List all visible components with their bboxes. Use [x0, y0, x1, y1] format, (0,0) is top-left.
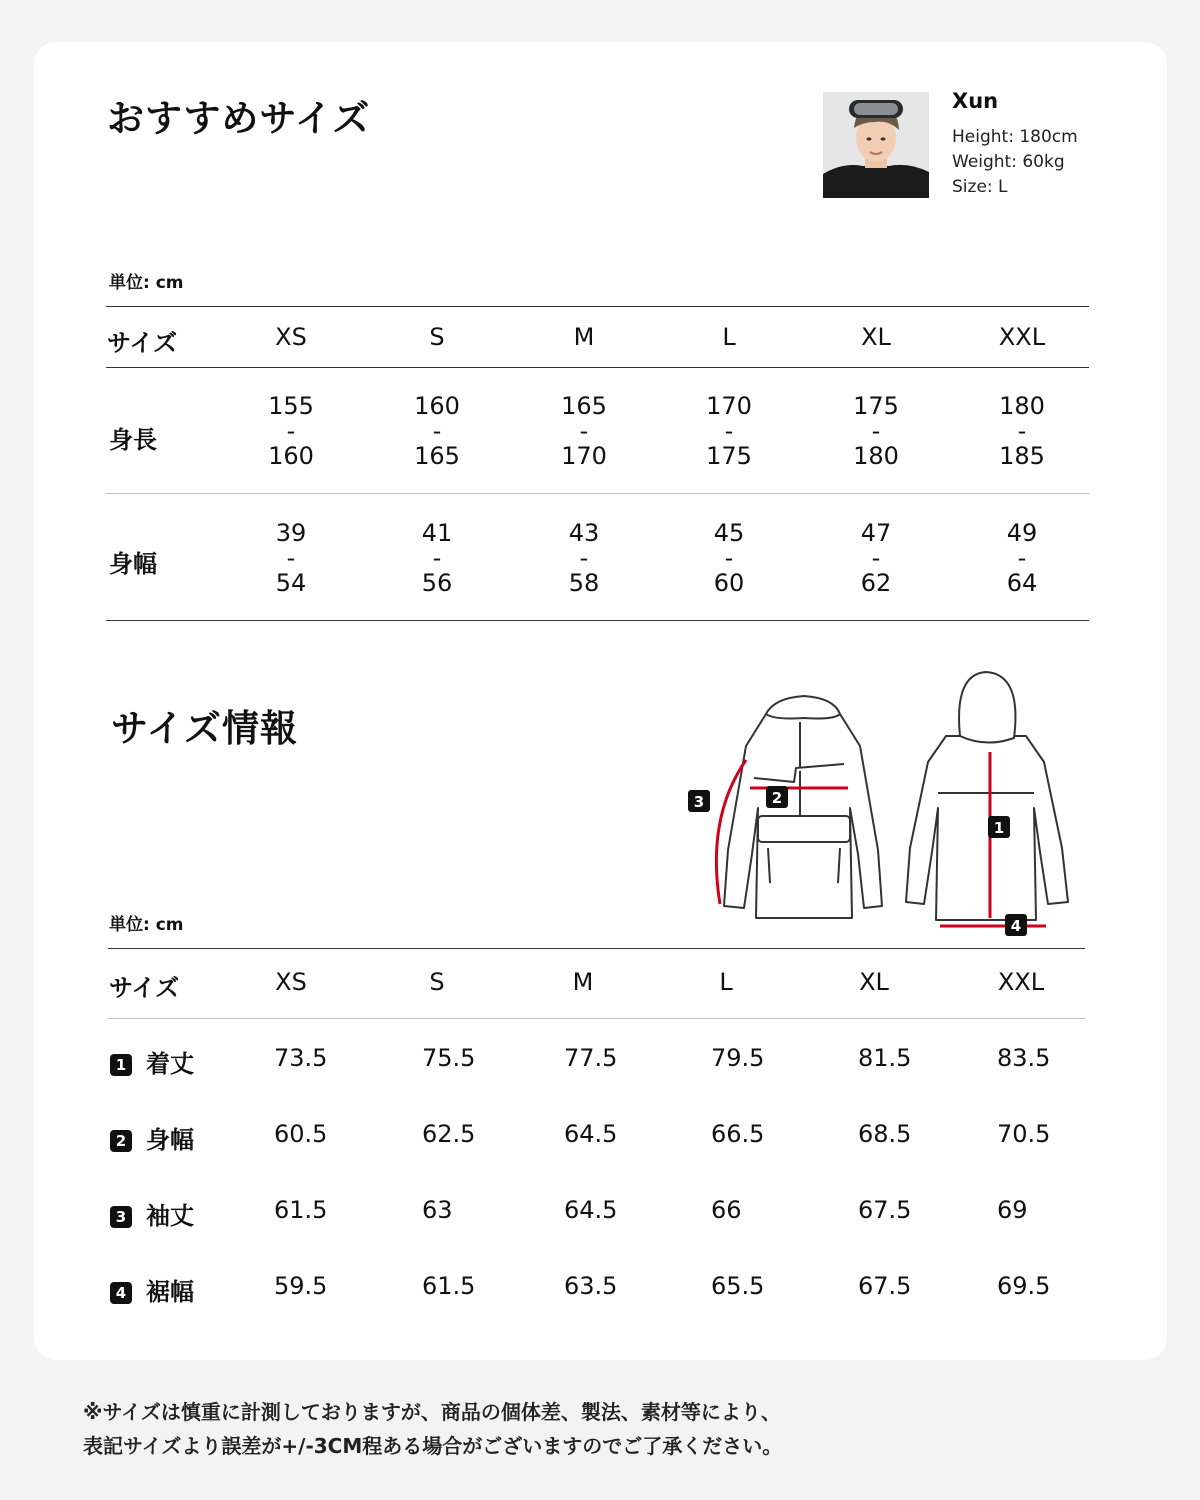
- info-cell: 79.5: [711, 1044, 765, 1072]
- recommend-cell: 45 - 60: [713, 519, 745, 597]
- info-cell: 59.5: [274, 1272, 328, 1300]
- info-cell: 60.5: [274, 1120, 328, 1148]
- info-row-label: 4 裾幅: [110, 1272, 194, 1307]
- table-rule: [108, 1018, 1085, 1019]
- info-cell: 69.5: [997, 1272, 1051, 1300]
- info-row-label: 3 袖丈: [110, 1196, 194, 1231]
- model-size: Size: L: [952, 177, 1008, 197]
- info-header-m: M: [572, 968, 594, 996]
- table-rule: [106, 306, 1089, 307]
- info-cell: 75.5: [422, 1044, 476, 1072]
- recommend-header-s: S: [429, 323, 445, 351]
- recommend-cell: 49 - 64: [1006, 519, 1038, 597]
- svg-text:1: 1: [993, 819, 1005, 837]
- info-cell: 83.5: [997, 1044, 1051, 1072]
- recommend-cell: 160 - 165: [414, 392, 460, 470]
- table-rule: [106, 493, 1089, 494]
- info-cell: 65.5: [711, 1272, 765, 1300]
- recommend-row-label-chest: 身幅: [109, 550, 157, 578]
- model-name: Xun: [952, 89, 999, 113]
- svg-text:3: 3: [693, 793, 705, 811]
- table-rule: [106, 367, 1089, 368]
- info-cell: 73.5: [274, 1044, 328, 1072]
- info-cell: 68.5: [858, 1120, 912, 1148]
- recommend-header-xxl: XXL: [998, 323, 1046, 351]
- info-header-s: S: [429, 968, 445, 996]
- recommend-cell: 170 - 175: [706, 392, 752, 470]
- recommend-header-xs: XS: [275, 323, 307, 351]
- footnote-line-2: 表記サイズより誤差が+/-3CM程ある場合がございますのでご了承ください。: [83, 1434, 783, 1458]
- svg-text:2: 2: [771, 789, 783, 807]
- recommend-cell: 165 - 170: [561, 392, 607, 470]
- model-weight: Weight: 60kg: [952, 152, 1065, 172]
- badge-3-icon: 3: [110, 1206, 132, 1228]
- badge-2-icon: 2: [110, 1130, 132, 1152]
- info-cell: 61.5: [422, 1272, 476, 1300]
- info-cell: 69: [997, 1196, 1028, 1224]
- info-cell: 66: [711, 1196, 742, 1224]
- info-row-label: 2 身幅: [110, 1120, 194, 1155]
- recommend-cell: 155 - 160: [268, 392, 314, 470]
- recommend-cell: 47 - 62: [860, 519, 892, 597]
- recommend-header-m: M: [573, 323, 595, 351]
- info-header-size: サイズ: [109, 974, 180, 1002]
- info-cell: 61.5: [274, 1196, 328, 1224]
- footnote-line-1: ※サイズは慎重に計測しておりますが、商品の個体差、製法、素材等により、: [83, 1400, 781, 1424]
- badge-1-icon: 1: [110, 1054, 132, 1076]
- info-title: サイズ情報: [111, 707, 299, 750]
- info-cell: 81.5: [858, 1044, 912, 1072]
- info-cell: 64.5: [564, 1120, 618, 1148]
- table-rule: [108, 948, 1085, 949]
- recommend-header-xl: XL: [861, 323, 891, 351]
- info-header-xl: XL: [859, 968, 889, 996]
- info-cell: 70.5: [997, 1120, 1051, 1148]
- info-header-l: L: [719, 968, 733, 996]
- info-cell: 66.5: [711, 1120, 765, 1148]
- recommend-row-label-height: 身長: [109, 426, 157, 454]
- info-cell: 77.5: [564, 1044, 618, 1072]
- info-header-xs: XS: [275, 968, 307, 996]
- recommend-cell: 43 - 58: [568, 519, 600, 597]
- model-photo: [823, 92, 929, 198]
- jacket-diagram: [684, 668, 1094, 940]
- info-cell: 67.5: [858, 1272, 912, 1300]
- recommend-cell: 180 - 185: [999, 392, 1045, 470]
- recommend-header-size: サイズ: [107, 329, 178, 357]
- info-cell: 63: [422, 1196, 453, 1224]
- info-cell: 67.5: [858, 1196, 912, 1224]
- info-header-xxl: XXL: [997, 968, 1045, 996]
- info-unit: 単位: cm: [109, 915, 184, 935]
- recommend-title: おすすめサイズ: [107, 97, 371, 140]
- info-cell: 63.5: [564, 1272, 618, 1300]
- svg-text:4: 4: [1010, 917, 1022, 935]
- recommend-cell: 39 - 54: [275, 519, 307, 597]
- model-height: Height: 180cm: [952, 127, 1078, 147]
- recommend-header-l: L: [722, 323, 736, 351]
- recommend-cell: 41 - 56: [421, 519, 453, 597]
- info-row-label: 1 着丈: [110, 1044, 194, 1079]
- table-rule: [106, 620, 1089, 621]
- info-cell: 64.5: [564, 1196, 618, 1224]
- recommend-unit: 単位: cm: [109, 273, 184, 293]
- recommend-cell: 175 - 180: [853, 392, 899, 470]
- badge-4-icon: 4: [110, 1282, 132, 1304]
- info-cell: 62.5: [422, 1120, 476, 1148]
